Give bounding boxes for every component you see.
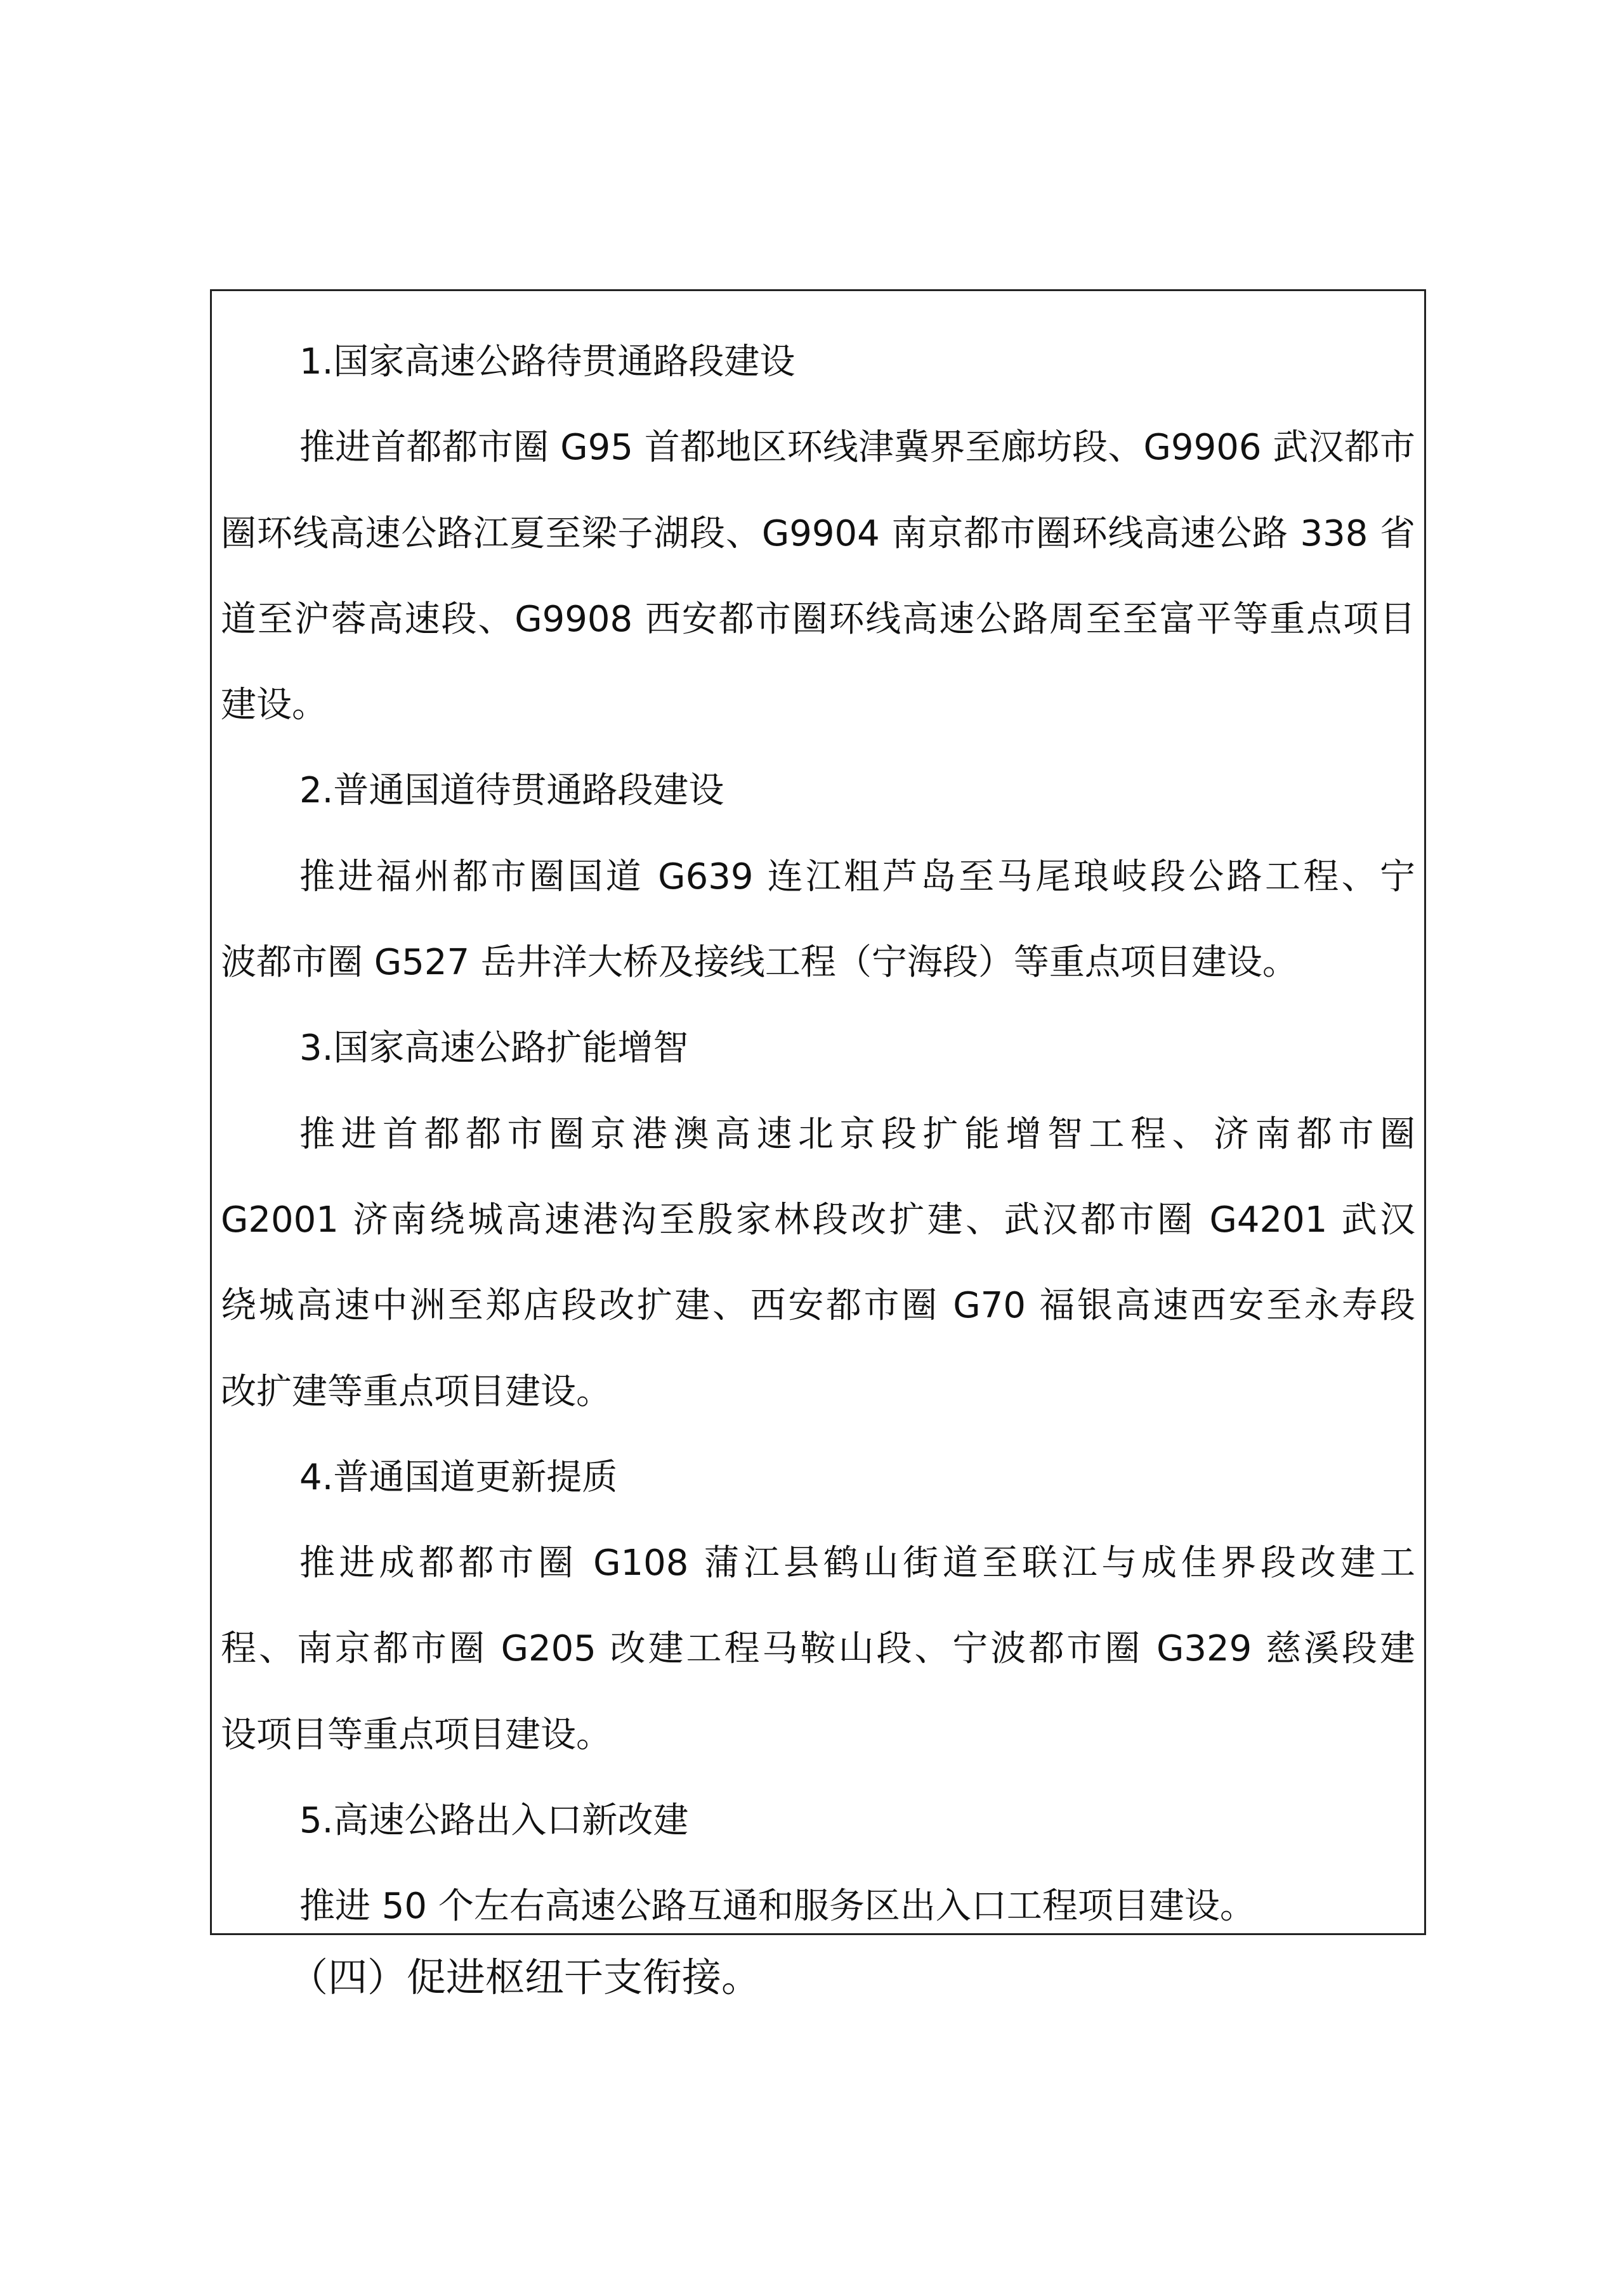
subheading-4: 4.普通国道更新提质 — [299, 1456, 618, 1498]
paragraph-4-line-1: 推进成都都市圈 G108 蒲江县鹤山街道至联江与成佳界段改建工 — [299, 1543, 1415, 1584]
paragraph-4-line-2: 程、南京都市圈 G205 改建工程马鞍山段、宁波都市圈 G329 慈溪段建 — [221, 1628, 1415, 1670]
subheading-5: 5.高速公路出入口新改建 — [299, 1800, 689, 1842]
paragraph-2-line-1: 推进福州都市圈国道 G639 连江粗芦岛至马尾琅岐段公路工程、宁 — [299, 856, 1415, 897]
section-heading: （四）促进枢纽干支衔接。 — [289, 1954, 761, 2000]
paragraph-1-line-3: 道至沪蓉高速段、G9908 西安都市圈环线高速公路周至至富平等重点项目 — [221, 598, 1415, 640]
subheading-3: 3.国家高速公路扩能增智 — [299, 1027, 689, 1069]
paragraph-1-line-1: 推进首都都市圈 G95 首都地区环线津冀界至廊坊段、G9906 武汉都市 — [299, 427, 1415, 469]
paragraph-2-line-2: 波都市圈 G527 岳井洋大桥及接线工程（宁海段）等重点项目建设。 — [221, 942, 1298, 984]
paragraph-3-line-2: G2001 济南绕城高速港沟至殷家林段改扩建、武汉都市圈 G4201 武汉 — [221, 1199, 1415, 1241]
subheading-2: 2.普通国道待贯通路段建设 — [299, 770, 724, 812]
paragraph-5-line-1: 推进 50 个左右高速公路互通和服务区出入口工程项目建设。 — [299, 1886, 1255, 1927]
bordered-text-box — [210, 289, 1426, 1935]
paragraph-3-line-4: 改扩建等重点项目建设。 — [221, 1371, 612, 1412]
paragraph-3-line-3: 绕城高速中洲至郑店段改扩建、西安都市圈 G70 福银高速西安至永寿段 — [221, 1285, 1415, 1327]
paragraph-3-line-1: 推进首都都市圈京港澳高速北京段扩能增智工程、济南都市圈 — [299, 1113, 1415, 1155]
paragraph-1-line-2: 圈环线高速公路江夏至梁子湖段、G9904 南京都市圈环线高速公路 338 省 — [221, 512, 1415, 554]
paragraph-1-line-4: 建设。 — [221, 684, 327, 726]
paragraph-4-line-3: 设项目等重点项目建设。 — [221, 1714, 612, 1756]
subheading-1: 1.国家高速公路待贯通路段建设 — [299, 341, 796, 382]
